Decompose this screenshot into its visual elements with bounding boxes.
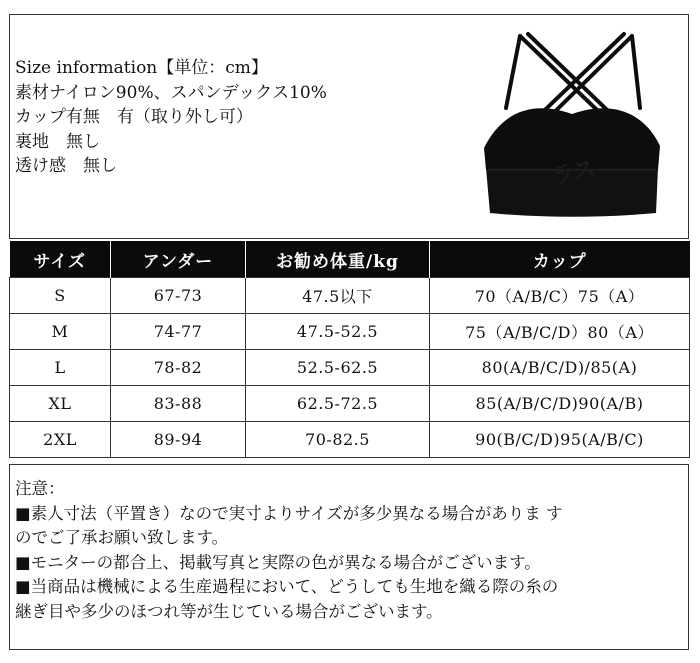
cell-cup: 80(A/B/C/D)/85(A) (430, 350, 690, 386)
cell-cup: 70（A/B/C）75（A） (430, 278, 690, 314)
table-row (10, 278, 690, 314)
cell-cup: 75（A/B/C/D）80（A） (430, 314, 690, 350)
info-lining: 裏地 無し (15, 131, 100, 152)
cell-under: 89-94 (111, 422, 246, 458)
cell-size: XL (10, 386, 111, 422)
header-under: アンダー (111, 241, 246, 278)
table-header-row (10, 241, 690, 278)
cell-weight: 70-82.5 (246, 422, 430, 458)
cell-under: 83-88 (111, 386, 246, 422)
notes (15, 477, 563, 624)
size-table (9, 241, 690, 458)
cell-size: 2XL (10, 422, 111, 458)
cell-cup: 90(B/C/D)95(A/B/C) (430, 422, 690, 458)
watermark-text: ラス (550, 156, 599, 190)
note-line: のでご了承お願い致します。 (15, 528, 229, 547)
cell-under: 78-82 (111, 350, 246, 386)
table-row (10, 350, 690, 386)
note-line: 継ぎ目や多少のほつれ等が生じている場合がございます。 (15, 601, 443, 621)
cell-size: S (10, 278, 111, 314)
table-row (10, 422, 690, 458)
info-cup: カップ有無 有（取り外し可） (15, 107, 253, 127)
cell-cup: 85(A/B/C/D)90(A/B) (430, 386, 690, 422)
notes-heading: 注意： (15, 479, 65, 498)
cell-weight: 62.5-72.5 (246, 386, 430, 422)
header-size: サイズ (10, 241, 111, 278)
cell-weight: 47.5以下 (246, 278, 430, 314)
table-row (10, 386, 690, 422)
cell-size: M (10, 314, 111, 350)
cell-size: L (10, 350, 111, 386)
note-line: ■当商品は機械による生産過程において、どうしても生地を織る際の糸の (15, 577, 559, 596)
note-line: ■モニターの都合上、掲載写真と実際の色が異なる場合がございます。 (15, 552, 541, 572)
cell-weight: 47.5-52.5 (246, 314, 430, 350)
info-sheerness: 透け感 無し (15, 156, 117, 176)
black-sports-bra-icon (472, 30, 672, 220)
cell-weight: 52.5-62.5 (246, 350, 430, 386)
header-cup: カップ (430, 241, 690, 278)
size-information (15, 56, 327, 179)
info-material: 素材ナイロン90%、スパンデックス10% (15, 82, 327, 103)
note-line: ■素人寸法（平置き）なので実寸よりサイズが多少異なる場合がありま す (15, 503, 563, 523)
header-weight: お勧め体重/kg (246, 241, 430, 278)
table-row (10, 314, 690, 350)
info-heading: Size information【単位：cm】 (15, 58, 268, 78)
cell-under: 74-77 (111, 314, 246, 350)
cell-under: 67-73 (111, 278, 246, 314)
